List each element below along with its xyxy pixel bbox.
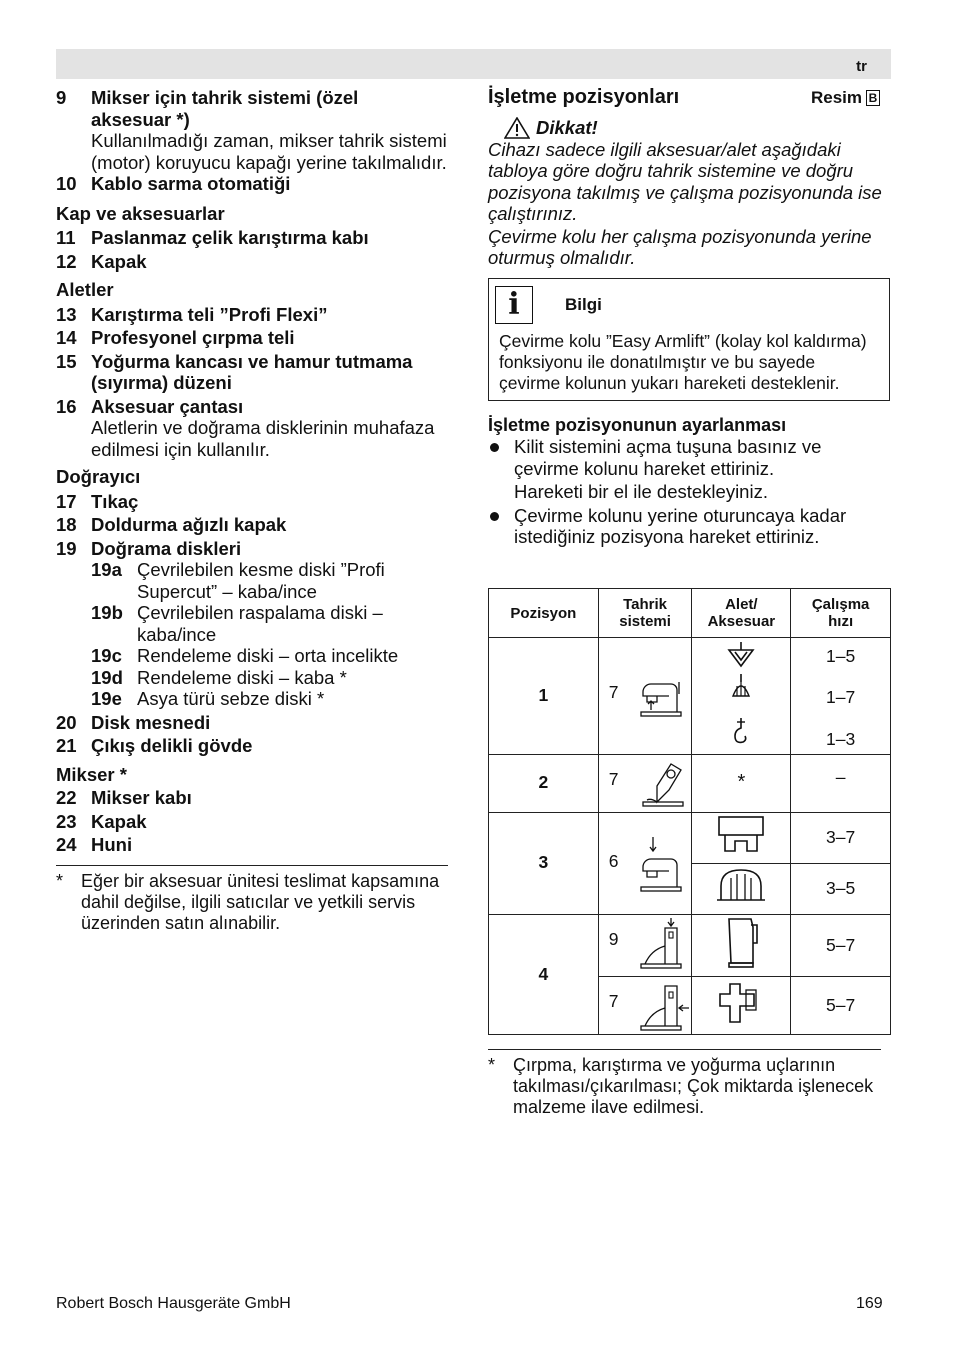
list-item: 9 Mikser için tahrik sistemi (özel aksesuar *) Kullanılmadığı zaman, mikser tahrik sistemi (motor) koruyucu kapağı yerine takılmalıdır. <box>56 87 447 173</box>
list-item: 12 Kapak <box>56 250 147 272</box>
list-item: 22 Mikser kabı <box>56 787 192 808</box>
list-item: 13 Karıştırma teli ”Profi Flexi” <box>56 303 328 325</box>
list-item: 16 Aksesuar çantası Aletlerin ve doğrama disklerinin muhafaza edilmesi için kullanılır. <box>56 395 435 460</box>
table-row: 4 9 5–7 <box>489 914 891 977</box>
list-item: 14 Profesyonel çırpma teli <box>56 327 295 348</box>
subsection-title: İşletme pozisyonunun ayarlanması <box>488 414 787 435</box>
list-item: 18 Doldurma ağızlı kapak <box>56 514 287 535</box>
table-row: 1 7 1–5 1–7 1–3 <box>489 638 891 755</box>
table-row: 3–5 <box>489 863 891 914</box>
bullet-icon <box>488 436 514 503</box>
info-box: i Bilgi Çevirme kolu ”Easy Armlift” (kolay kol kaldırma) fonksiyonu ile donatılmıştır ve bu sayede çevirme kolunun yukarı hareketi desteklenir. <box>488 278 890 401</box>
sub-item: 19c Rendeleme diski – orta incelikte <box>91 645 399 666</box>
list-item: Çevirme kolunu yerine oturuncaya kadar istediğiniz pozisyona hareket ettiriniz. <box>488 505 890 548</box>
sub-item: 19d Rendeleme diski – kaba * <box>91 666 347 688</box>
info-icon: i <box>495 286 533 324</box>
language-code: tr <box>856 58 867 75</box>
attachment-icon <box>716 978 766 1028</box>
footer-company: Robert Bosch Hausgeräte GmbH <box>56 1295 291 1312</box>
section-heading: Aletler <box>56 279 114 300</box>
sub-item: 19a Çevrilebilen kesme diski ”Profi Supercut” – kaba/ince <box>91 559 385 602</box>
list-item: 21 Çıkış delikli gövde <box>56 735 253 756</box>
machine-arm-tilted-icon <box>635 758 687 810</box>
list-item: 19 Doğrama diskleri <box>56 537 242 559</box>
list-item: Kilit sistemini açma tuşuna basınız ve çevirme kolunu hareket ettiriniz. Hareketi bir el ile destekleyiniz. <box>488 436 890 503</box>
warning-icon <box>504 117 530 139</box>
info-text: Çevirme kolu ”Easy Armlift” (kolay kol kaldırma) fonksiyonu ile donatılmıştır ve bu sayede çevirme kolunun yukarı hareketi desteklenir. <box>499 330 867 393</box>
machine-arm-down-icon <box>635 835 687 895</box>
section-heading: Kap ve aksesuarlar <box>56 202 225 224</box>
table-row: 3 6 3–7 <box>489 812 891 863</box>
right-column <box>488 87 890 548</box>
list-item: 24 Huni <box>56 834 133 855</box>
footnote-divider <box>488 1049 881 1050</box>
positions-table <box>488 588 891 1035</box>
machine-arm-up-icon <box>635 676 687 720</box>
list-item: 23 Kapak <box>56 810 147 832</box>
list-item: 17 Tıkaç <box>56 490 139 512</box>
machine-side-top-icon <box>635 916 687 972</box>
machine-side-arrow-icon <box>635 980 691 1034</box>
section-title: İşletme pozisyonları <box>488 86 680 108</box>
sub-item: 19b Çevrilebilen raspalama diski – kaba/ince <box>91 602 383 645</box>
sub-item: 19e Asya türü sebze diski * <box>91 688 325 709</box>
list-item: 11 Paslanmaz çelik karıştırma kabı <box>56 227 369 248</box>
mixer-tools-icons <box>721 638 761 748</box>
header-bar <box>56 49 891 79</box>
table-row: 2 7 * – <box>489 754 891 812</box>
footnote-divider <box>56 865 448 866</box>
table-header: Çalışma hızı <box>791 589 891 638</box>
section-heading: Mikser * <box>56 763 127 785</box>
left-column <box>56 87 456 934</box>
footnote: * Çırpma, karıştırma ve yoğurma uçlarının takılması/çıkarılması; Çok miktarda işlenecek malzeme ilave edilmesi. <box>488 1055 874 1117</box>
table-row: 7 5–7 <box>489 977 891 1035</box>
meat-grinder-icon <box>711 813 771 857</box>
blade-tool-icon <box>711 866 771 906</box>
blender-icon <box>719 915 763 971</box>
warning-heading: Dikkat! <box>488 117 890 139</box>
table-header: Pozisyon <box>489 589 599 638</box>
table-header: Alet/ Aksesuar <box>692 589 791 638</box>
figure-letter-box: B <box>866 90 880 106</box>
list-item: 15 Yoğurma kancası ve hamur tutmama (sıyırma) düzeni <box>56 350 413 393</box>
section-heading: Doğrayıcı <box>56 466 141 487</box>
list-item: 10 Kablo sarma otomatiği <box>56 173 291 194</box>
warning-text: Cihazı sadece ilgili aksesuar/alet aşağıdaki tabloya göre doğru tahrik sistemine ve doğru pozisyona takılmış ve çalışma pozisyonunda ise çalıştırınız. <box>488 138 882 224</box>
table-header: Tahrik sistemi <box>598 589 692 638</box>
bullet-icon <box>488 505 514 548</box>
page-number: 169 <box>856 1295 883 1312</box>
warning-text-2: Çevirme kolu her çalışma pozisyonunda yerine oturmuş olmalıdır. <box>488 225 872 268</box>
list-item: 20 Disk mesnedi <box>56 711 211 733</box>
footnote: * Eğer bir aksesuar ünitesi teslimat kapsamına dahil değilse, ilgili satıcılar ve yetkili servis üzerinden satın alınabilir. <box>56 870 440 933</box>
figure-reference: Resim B <box>811 87 880 109</box>
